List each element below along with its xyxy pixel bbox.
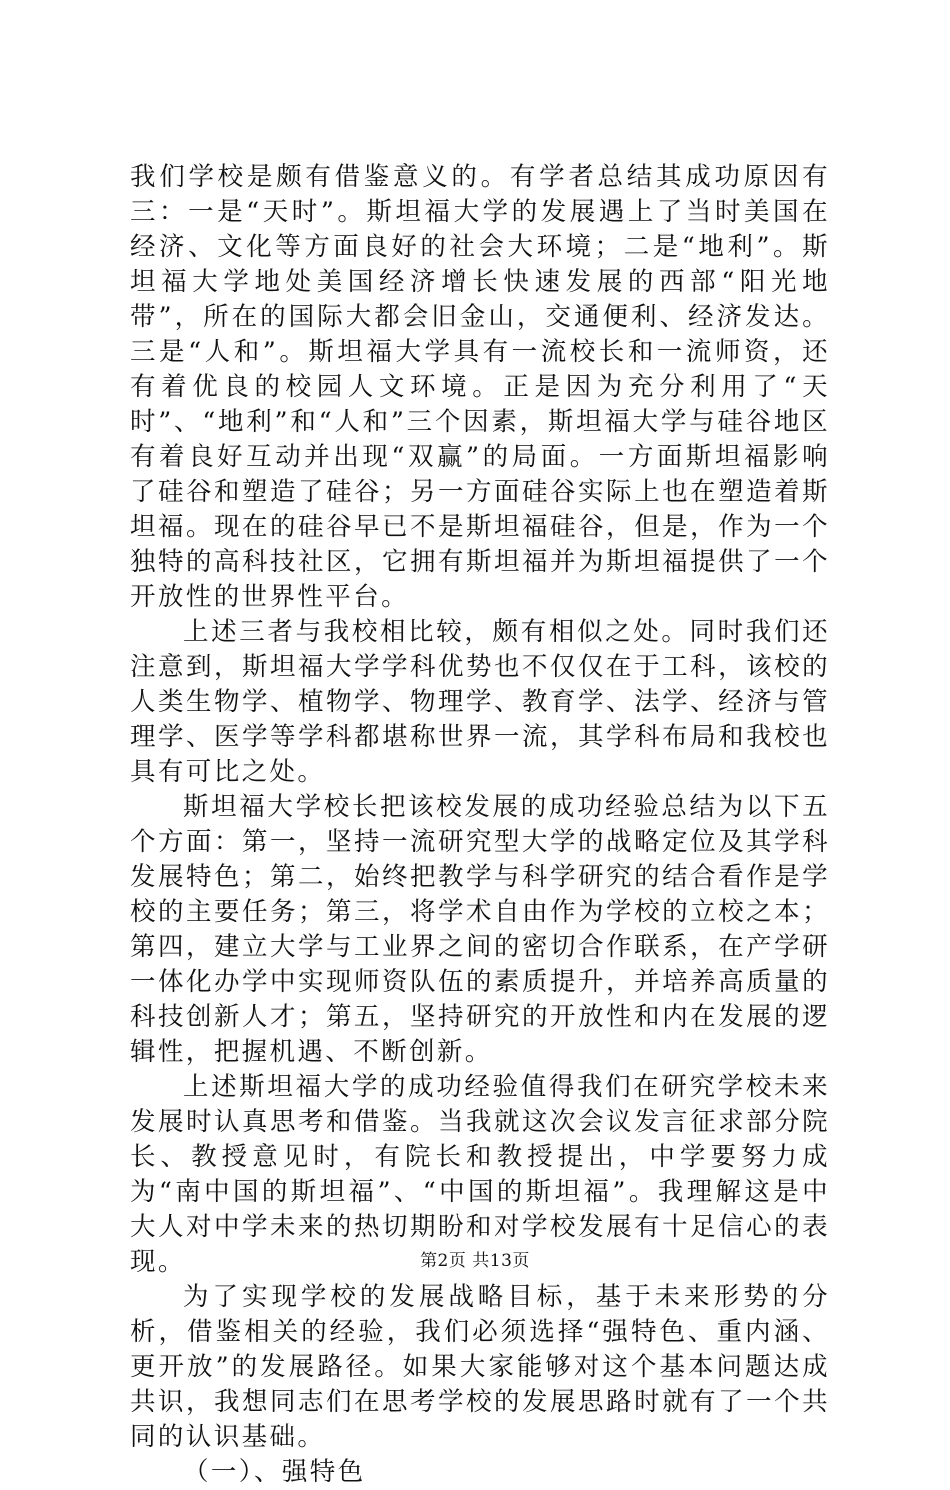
paragraph-4: 上述斯坦福大学的成功经验值得我们在研究学校未来发展时认真思考和借鉴。当我就这次会议发言征求部分院长、教授意见时，有院长和教授提出，中学要努力成为“南中国的斯坦福”、“中国的斯坦福”。我理解这是中大人对中学未来的热切期盼和对学校发展有十足信心的表现。	[130, 1072, 830, 1277]
paragraph-2: 上述三者与我校相比较，颇有相似之处。同时我们还注意到，斯坦福大学学科优势也不仅仅在于工科，该校的人类生物学、植物学、物理学、教育学、法学、经济与管理学、医学等学科都堪称世界一流，其学科布局和我校也具有可比之处。	[130, 617, 830, 787]
paragraph-1: 我们学校是颇有借鉴意义的。有学者总结其成功原因有三：一是“天时”。斯坦福大学的发展遇上了当时美国在经济、文化等方面良好的社会大环境；二是“地利”。斯坦福大学地处美国经济增长快速发展的西部“阳光地带”，所在的国际大都会旧金山，交通便利、经济发达。三是“人和”。斯坦福大学具有一流校长和一流师资，还有着优良的校园人文环境。正是因为充分利用了“天时”、“地利”和“人和”三个因素，斯坦福大学与硅谷地区有着良好互动并出现“双赢”的局面。一方面斯坦福影响了硅谷和塑造了硅谷；另一方面硅谷实际上也在塑造着斯坦福。现在的硅谷早已不是斯坦福硅谷，但是，作为一个独特的高科技社区，它拥有斯坦福并为斯坦福提供了一个开放性的世界性平台。	[130, 162, 830, 612]
paragraph-3: 斯坦福大学校长把该校发展的成功经验总结为以下五个方面：第一，坚持一流研究型大学的战略定位及其学科发展特色；第二，始终把教学与科学研究的结合看作是学校的主要任务；第三，将学术自由作为学校的立校之本；第四，建立大学与工业界之间的密切合作联系，在产学研一体化办学中实现师资队伍的素质提升，并培养高质量的科技创新人才；第五，坚持研究的开放性和内在发展的逻辑性，把握机遇、不断创新。	[130, 792, 830, 1067]
page-footer: 第2页 共13页	[420, 1251, 530, 1271]
section-heading: （一）、强特色	[183, 1457, 366, 1487]
document-body	[130, 160, 830, 1490]
paragraph-5: 为了实现学校的发展战略目标，基于未来形势的分析，借鉴相关的经验，我们必须选择“强特色、重内涵、更开放”的发展路径。如果大家能够对这个基本问题达成共识，我想同志们在思考学校的发展思路时就有了一个共同的认识基础。	[130, 1282, 830, 1452]
